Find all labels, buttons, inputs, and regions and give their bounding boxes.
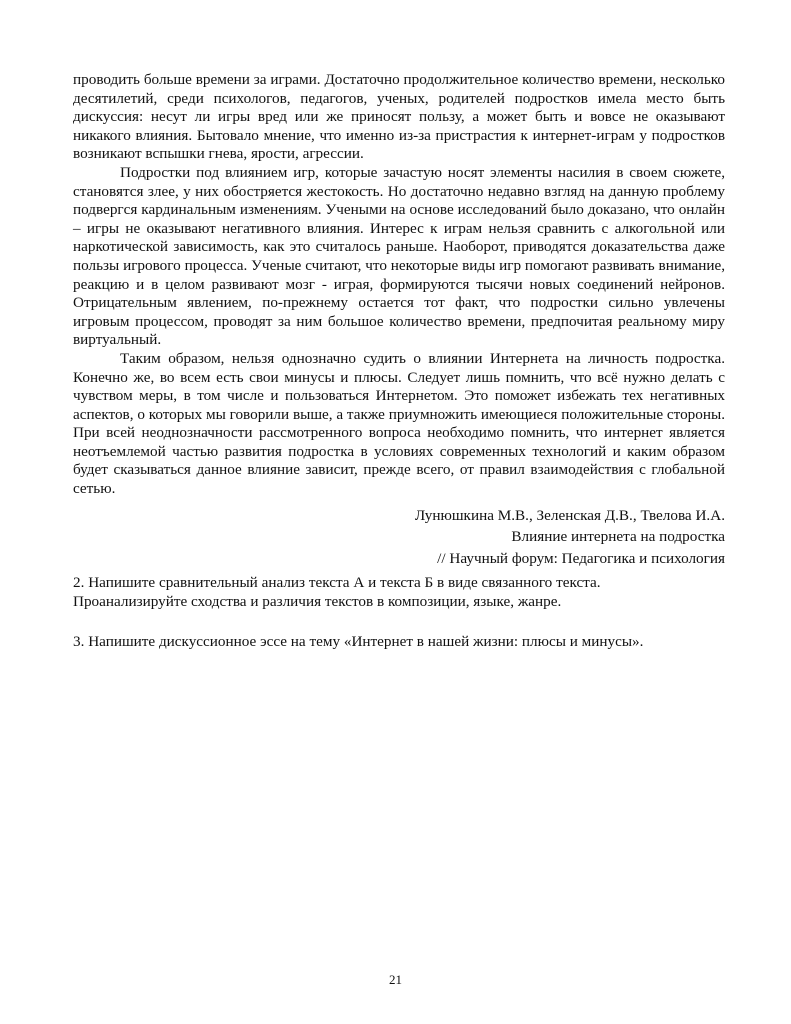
task-2	[73, 573, 725, 611]
attribution	[73, 505, 725, 570]
attribution-authors: Лунюшкина М.В., Зеленская Д.В., Твелова И.А.	[414, 506, 725, 524]
task-3: 3. Напишите дискуссионное эссе на тему «Интернет в нашей жизни: плюсы и минусы».	[73, 633, 644, 650]
paragraph-continuation: проводить больше времени за играми. Достаточно продолжительное количество времени, несколько десятилетий, среди психологов, педагогов, ученых, родителей подростков имела место быть дискуссия: несут ли игры вред или же приносят пользу, а может быть и вовсе не оказывают никакого влияния. Бытовало мнение, что именно из-за пристрастия к интернет-играм у подростков возникают вспышки гнева, ярости, агрессии.	[73, 71, 725, 163]
attribution-source: // Научный форум: Педагогика и психология	[437, 549, 725, 567]
task-2-line-1: 2. Напишите сравнительный анализ текста А и текста Б в виде связанного текста.	[73, 574, 601, 591]
article-text	[73, 71, 725, 569]
attribution-title: Влияние интернета на подростка	[511, 528, 725, 546]
tasks-section	[73, 573, 725, 651]
page-number: 21	[389, 972, 402, 987]
paragraph-conclusion: Таким образом, нельзя однозначно судить о влиянии Интернета на личность подростка. Конечно же, во всем есть свои минусы и плюсы. Следует лишь помнить, что всё нужно делать с чувством меры, в том числе и пользоваться Интернетом. Это поможет избежать тех негативных аспектов, о которых мы говорили выше, а также приумножить имеющиеся положительные стороны. При всей неоднозначности рассмотренного вопроса необходимо помнить, что интернет является неотъемлемой частью развития подростка в условиях современных технологий и каким образом будет сказываться данное влияние зависит, прежде всего, от правил взаимодействия с глобальной сетью.	[73, 349, 725, 498]
paragraph-games-influence: Подростки под влиянием игр, которые зачастую носят элементы насилия в своем сюжете, становятся злее, у них обостряется жестокость. Но достаточно недавно взгляд на данную проблему подвергся кардинальным изменениям. Учеными на основе исследований было доказано, что онлайн – игры не оказывают негативного влияния. Интерес к играм нельзя сравнить с алкогольной или наркотической зависимость, как это считалось раньше. Наоборот, приводятся доказательства даже пользы игрового процесса. Ученые считают, что некоторые виды игр помогают развивать внимание, реакцию и в целом развивают мозг - играя, формируются тысячи новых соединений нейронов. Отрицательным явлением, по-прежнему остается тот факт, что подростки сильно увлечены игровым процессом, проводят за ним большое количество времени, предпочитая реальному миру виртуальный.	[73, 163, 725, 349]
task-2-line-2: Проанализируйте сходства и различия текстов в композиции, языке, жанре.	[73, 593, 562, 610]
